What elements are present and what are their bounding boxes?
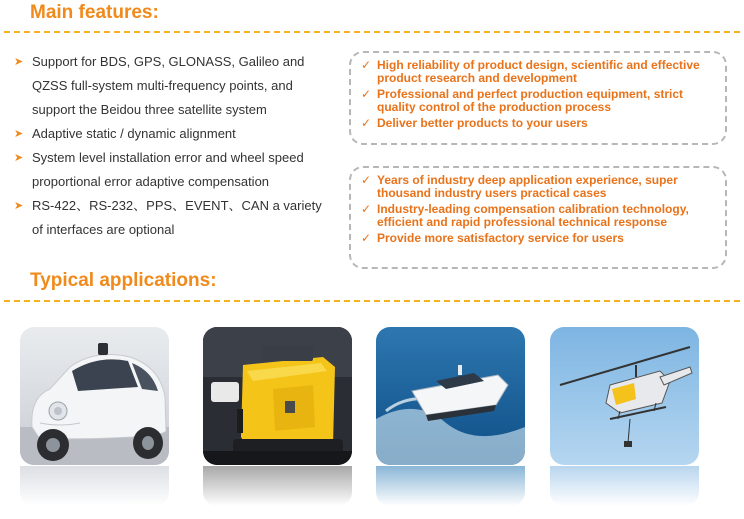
experience-text: Industry-leading compensation calibration technology, efficient and rapid professional technical response (377, 202, 689, 229)
list-item (14, 146, 334, 194)
list-item (359, 174, 715, 200)
main-features-heading: Main features: (30, 2, 159, 23)
list-item (359, 59, 715, 85)
typical-applications-heading: Typical applications: (30, 270, 217, 291)
image-reflection (376, 466, 525, 506)
check-icon: ✓ (361, 202, 372, 216)
speedboat-image (376, 327, 525, 465)
list-item (359, 203, 715, 229)
quality-text: Professional and perfect production equipment, strict quality control of the production process (377, 87, 684, 114)
quality-text: Deliver better products to your users (377, 116, 588, 130)
feature-text: System level installation error and wheel speed proportional error adaptive compensation (32, 150, 304, 189)
check-icon: ✓ (361, 58, 372, 72)
feature-text: Support for BDS, GPS, GLONASS, Galileo and QZSS full-system multi-frequency points, and support the Beidou three satellite system (32, 54, 305, 117)
divider (4, 300, 740, 302)
feature-text: RS-422、RS-232、PPS、EVENT、CAN a variety of interfaces are optional (32, 198, 322, 237)
list-item (14, 194, 334, 242)
delivery-robot-image (203, 327, 352, 465)
divider (4, 31, 740, 33)
list-item (359, 88, 715, 114)
arrow-bullet-icon: ➤ (14, 152, 24, 164)
list-item (14, 122, 334, 146)
image-reflection (20, 466, 169, 506)
image-reflection (203, 466, 352, 506)
self-driving-car-image (20, 327, 169, 465)
arrow-bullet-icon: ➤ (14, 200, 24, 212)
feature-text: Adaptive static / dynamic alignment (32, 126, 236, 141)
experience-text: Years of industry deep application experience, super thousand industry users practical cases (377, 173, 678, 200)
check-icon: ✓ (361, 116, 372, 130)
check-icon: ✓ (361, 87, 372, 101)
quality-box (349, 51, 727, 145)
arrow-bullet-icon: ➤ (14, 128, 24, 140)
image-reflection (550, 466, 699, 506)
experience-text: Provide more satisfactory service for users (377, 231, 624, 245)
list-item (359, 117, 715, 130)
check-icon: ✓ (361, 173, 372, 187)
list-item (359, 232, 715, 245)
feature-list (14, 50, 334, 242)
helicopter-drone-image (550, 327, 699, 465)
check-icon: ✓ (361, 231, 372, 245)
experience-box (349, 166, 727, 269)
list-item (14, 50, 334, 122)
quality-text: High reliability of product design, scientific and effective product research and development (377, 58, 700, 85)
arrow-bullet-icon: ➤ (14, 56, 24, 68)
